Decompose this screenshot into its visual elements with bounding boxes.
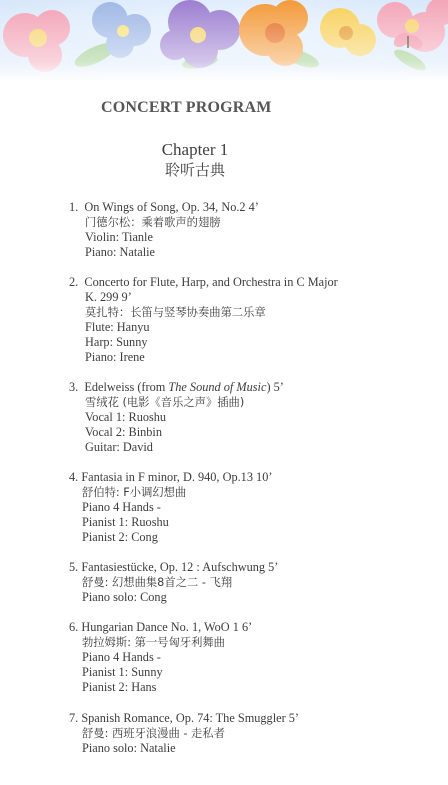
- item-title: Fantasiestücke, Op. 12 : Aufschwung 5’: [81, 560, 279, 574]
- chapter-heading: [0, 139, 390, 181]
- item-title: Concerto for Flute, Harp, and Orchestra in C Major: [84, 275, 338, 289]
- item-title-italic: The Sound of Music: [168, 380, 267, 394]
- floral-banner: [0, 0, 448, 82]
- performer: Harp: Sunny: [85, 335, 148, 349]
- performer: Vocal 1: Ruoshu: [85, 410, 167, 424]
- item-number: 1.: [69, 200, 79, 214]
- performer: Flute: Hanyu: [85, 320, 150, 334]
- item-number: 2.: [69, 275, 79, 289]
- item-title-cn: 莫扎特：长笛与竖琴协奏曲第二乐章: [85, 306, 266, 319]
- item-title-cn: 勃拉姆斯: 第一号匈牙利舞曲: [82, 636, 225, 649]
- item-number: 4.: [69, 470, 79, 484]
- performer: Piano 4 Hands -: [82, 500, 161, 514]
- program-item: [69, 711, 299, 756]
- performer: Guitar: David: [85, 440, 153, 454]
- performer: Pianist 1: Sunny: [82, 665, 163, 679]
- item-number: 7.: [69, 711, 79, 725]
- item-title: Hungarian Dance No. 1, WoO 1 6’: [81, 620, 253, 634]
- item-title: Spanish Romance, Op. 74: The Smuggler 5’: [81, 711, 299, 725]
- performer: Piano solo: Natalie: [82, 741, 176, 755]
- item-title: On Wings of Song, Op. 34, No.2 4’: [84, 200, 259, 214]
- performer: Piano: Natalie: [85, 245, 156, 259]
- performer: Piano solo: Cong: [82, 590, 167, 604]
- item-title-cn: 门德尔松：乘着歌声的翅膀: [85, 216, 221, 229]
- item-number: 3.: [69, 380, 79, 394]
- performer: Pianist 2: Hans: [82, 680, 157, 694]
- item-title-cn: 舒曼: 幻想曲集8首之二 - 飞翔: [82, 576, 233, 589]
- item-title-pre: Edelweiss (from: [84, 380, 169, 394]
- performer: Pianist 2: Cong: [82, 530, 158, 544]
- floral-banner-art: [0, 0, 448, 82]
- performer: Piano 4 Hands -: [82, 650, 161, 664]
- performer: Violin: Tianle: [85, 230, 153, 244]
- item-number: 6.: [69, 620, 79, 634]
- program-title: CONCERT PROGRAM: [101, 99, 272, 116]
- item-title: Fantasia in F minor, D. 940, Op.13 10’: [81, 470, 273, 484]
- item-title-cn: 雪绒花 (电影《音乐之声》插曲): [85, 396, 245, 409]
- program-item: [69, 620, 252, 695]
- item-title-post: ) 5’: [266, 380, 284, 394]
- program-item: [69, 560, 278, 605]
- chapter-title: Chapter 1: [161, 140, 229, 159]
- item-number: 5.: [69, 560, 79, 574]
- program-item: [69, 200, 259, 260]
- program-item: [69, 470, 272, 545]
- item-title-cont: K. 299 9’: [85, 290, 132, 304]
- program-item: [69, 380, 284, 455]
- performer: Piano: Irene: [85, 350, 145, 364]
- performer: Vocal 2: Binbin: [85, 425, 162, 439]
- chapter-subtitle: 聆听古典: [164, 161, 225, 179]
- item-title-cn: 舒伯特: F小调幻想曲: [82, 486, 187, 499]
- performer: Pianist 1: Ruoshu: [82, 515, 169, 529]
- item-title-cn: 舒曼: 西班牙浪漫曲 - 走私者: [82, 727, 225, 740]
- program-item: [69, 275, 338, 365]
